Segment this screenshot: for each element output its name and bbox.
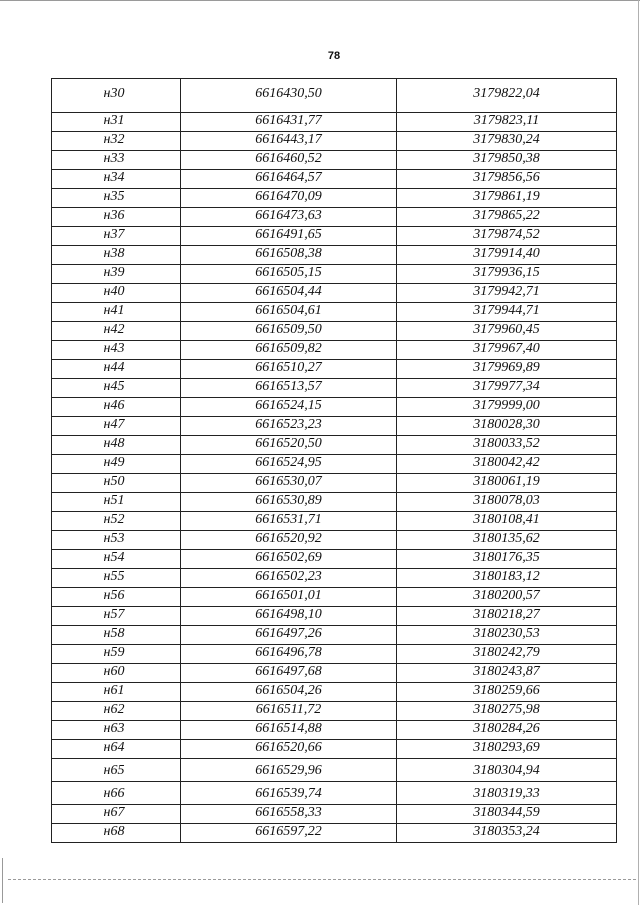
point-cell: н57 <box>52 607 181 626</box>
x-coordinate-cell: 6616508,38 <box>181 246 397 265</box>
table-row <box>52 360 617 379</box>
point-cell: н62 <box>52 702 181 721</box>
table-row <box>52 189 617 208</box>
point-cell: н59 <box>52 645 181 664</box>
x-coordinate-cell: 6616505,15 <box>181 265 397 284</box>
table-row <box>52 417 617 436</box>
y-coordinate-cell: 3180200,57 <box>397 588 617 607</box>
point-cell: н36 <box>52 208 181 227</box>
table-row <box>52 805 617 824</box>
y-coordinate-cell: 3180275,98 <box>397 702 617 721</box>
y-coordinate-cell: 3180183,12 <box>397 569 617 588</box>
y-coordinate-cell: 3180028,30 <box>397 417 617 436</box>
point-cell: н47 <box>52 417 181 436</box>
table-row <box>52 531 617 550</box>
x-coordinate-cell: 6616430,50 <box>181 79 397 113</box>
point-cell: н54 <box>52 550 181 569</box>
x-coordinate-cell: 6616511,72 <box>181 702 397 721</box>
x-coordinate-cell: 6616597,22 <box>181 824 397 843</box>
table-row <box>52 379 617 398</box>
point-cell: н42 <box>52 322 181 341</box>
x-coordinate-cell: 6616504,61 <box>181 303 397 322</box>
y-coordinate-cell: 3180319,33 <box>397 782 617 805</box>
table-row <box>52 740 617 759</box>
point-cell: н39 <box>52 265 181 284</box>
y-coordinate-cell: 3180135,62 <box>397 531 617 550</box>
y-coordinate-cell: 3179914,40 <box>397 246 617 265</box>
x-coordinate-cell: 6616443,17 <box>181 132 397 151</box>
table-row <box>52 664 617 683</box>
table-row <box>52 824 617 843</box>
x-coordinate-cell: 6616497,68 <box>181 664 397 683</box>
x-coordinate-cell: 6616431,77 <box>181 113 397 132</box>
x-coordinate-cell: 6616520,50 <box>181 436 397 455</box>
y-coordinate-cell: 3180042,42 <box>397 455 617 474</box>
point-cell: н50 <box>52 474 181 493</box>
y-coordinate-cell: 3180243,87 <box>397 664 617 683</box>
point-cell: н55 <box>52 569 181 588</box>
bottom-scan-line <box>8 879 636 880</box>
x-coordinate-cell: 6616520,66 <box>181 740 397 759</box>
x-coordinate-cell: 6616510,27 <box>181 360 397 379</box>
y-coordinate-cell: 3180218,27 <box>397 607 617 626</box>
y-coordinate-cell: 3179977,34 <box>397 379 617 398</box>
point-cell: н43 <box>52 341 181 360</box>
y-coordinate-cell: 3180293,69 <box>397 740 617 759</box>
coordinates-table-body <box>52 79 617 843</box>
y-coordinate-cell: 3179999,00 <box>397 398 617 417</box>
x-coordinate-cell: 6616504,44 <box>181 284 397 303</box>
table-row <box>52 170 617 189</box>
x-coordinate-cell: 6616497,26 <box>181 626 397 645</box>
table-row <box>52 493 617 512</box>
y-coordinate-cell: 3179856,56 <box>397 170 617 189</box>
point-cell: н30 <box>52 79 181 113</box>
x-coordinate-cell: 6616530,89 <box>181 493 397 512</box>
x-coordinate-cell: 6616496,78 <box>181 645 397 664</box>
table-row <box>52 645 617 664</box>
table-row <box>52 132 617 151</box>
table-row <box>52 455 617 474</box>
y-coordinate-cell: 3180259,66 <box>397 683 617 702</box>
point-cell: н37 <box>52 227 181 246</box>
y-coordinate-cell: 3179865,22 <box>397 208 617 227</box>
y-coordinate-cell: 3180344,59 <box>397 805 617 824</box>
y-coordinate-cell: 3179944,71 <box>397 303 617 322</box>
table-row <box>52 759 617 782</box>
point-cell: н65 <box>52 759 181 782</box>
table-row <box>52 341 617 360</box>
x-coordinate-cell: 6616529,96 <box>181 759 397 782</box>
side-scan-mark <box>2 858 3 903</box>
x-coordinate-cell: 6616523,23 <box>181 417 397 436</box>
table-row <box>52 322 617 341</box>
point-cell: н63 <box>52 721 181 740</box>
x-coordinate-cell: 6616502,23 <box>181 569 397 588</box>
point-cell: н44 <box>52 360 181 379</box>
table-row <box>52 303 617 322</box>
point-cell: н35 <box>52 189 181 208</box>
point-cell: н61 <box>52 683 181 702</box>
point-cell: н46 <box>52 398 181 417</box>
page-right-edge <box>638 0 639 905</box>
y-coordinate-cell: 3180061,19 <box>397 474 617 493</box>
y-coordinate-cell: 3180242,79 <box>397 645 617 664</box>
point-cell: н60 <box>52 664 181 683</box>
point-cell: н66 <box>52 782 181 805</box>
x-coordinate-cell: 6616558,33 <box>181 805 397 824</box>
x-coordinate-cell: 6616531,71 <box>181 512 397 531</box>
x-coordinate-cell: 6616524,95 <box>181 455 397 474</box>
point-cell: н67 <box>52 805 181 824</box>
table-row <box>52 550 617 569</box>
table-row <box>52 436 617 455</box>
x-coordinate-cell: 6616473,63 <box>181 208 397 227</box>
y-coordinate-cell: 3179830,24 <box>397 132 617 151</box>
point-cell: н49 <box>52 455 181 474</box>
table-row <box>52 246 617 265</box>
table-row <box>52 398 617 417</box>
x-coordinate-cell: 6616501,01 <box>181 588 397 607</box>
y-coordinate-cell: 3179822,04 <box>397 79 617 113</box>
y-coordinate-cell: 3179936,15 <box>397 265 617 284</box>
y-coordinate-cell: 3180033,52 <box>397 436 617 455</box>
point-cell: н34 <box>52 170 181 189</box>
table-row <box>52 588 617 607</box>
point-cell: н38 <box>52 246 181 265</box>
x-coordinate-cell: 6616470,09 <box>181 189 397 208</box>
y-coordinate-cell: 3180108,41 <box>397 512 617 531</box>
table-row <box>52 702 617 721</box>
table-row <box>52 512 617 531</box>
table-row <box>52 79 617 113</box>
page-number: 78 <box>327 50 341 62</box>
x-coordinate-cell: 6616502,69 <box>181 550 397 569</box>
table-row <box>52 151 617 170</box>
table-row <box>52 227 617 246</box>
table-row <box>52 208 617 227</box>
y-coordinate-cell: 3179969,89 <box>397 360 617 379</box>
x-coordinate-cell: 6616491,65 <box>181 227 397 246</box>
table-row <box>52 474 617 493</box>
table-row <box>52 569 617 588</box>
y-coordinate-cell: 3179861,19 <box>397 189 617 208</box>
x-coordinate-cell: 6616460,52 <box>181 151 397 170</box>
page-top-edge <box>0 0 640 1</box>
y-coordinate-cell: 3180304,94 <box>397 759 617 782</box>
point-cell: н58 <box>52 626 181 645</box>
x-coordinate-cell: 6616509,82 <box>181 341 397 360</box>
x-coordinate-cell: 6616530,07 <box>181 474 397 493</box>
table-row <box>52 626 617 645</box>
table-row <box>52 113 617 132</box>
y-coordinate-cell: 3179967,40 <box>397 341 617 360</box>
y-coordinate-cell: 3180284,26 <box>397 721 617 740</box>
x-coordinate-cell: 6616498,10 <box>181 607 397 626</box>
point-cell: н53 <box>52 531 181 550</box>
point-cell: н68 <box>52 824 181 843</box>
y-coordinate-cell: 3179874,52 <box>397 227 617 246</box>
x-coordinate-cell: 6616524,15 <box>181 398 397 417</box>
point-cell: н31 <box>52 113 181 132</box>
point-cell: н51 <box>52 493 181 512</box>
y-coordinate-cell: 3179823,11 <box>397 113 617 132</box>
y-coordinate-cell: 3180353,24 <box>397 824 617 843</box>
table-row <box>52 721 617 740</box>
x-coordinate-cell: 6616513,57 <box>181 379 397 398</box>
table-row <box>52 683 617 702</box>
y-coordinate-cell: 3180230,53 <box>397 626 617 645</box>
x-coordinate-cell: 6616539,74 <box>181 782 397 805</box>
x-coordinate-cell: 6616509,50 <box>181 322 397 341</box>
point-cell: н64 <box>52 740 181 759</box>
table-row <box>52 284 617 303</box>
point-cell: н32 <box>52 132 181 151</box>
y-coordinate-cell: 3180176,35 <box>397 550 617 569</box>
point-cell: н40 <box>52 284 181 303</box>
point-cell: н41 <box>52 303 181 322</box>
coordinates-table <box>51 78 617 843</box>
y-coordinate-cell: 3180078,03 <box>397 493 617 512</box>
x-coordinate-cell: 6616514,88 <box>181 721 397 740</box>
point-cell: н48 <box>52 436 181 455</box>
table-row <box>52 782 617 805</box>
point-cell: н56 <box>52 588 181 607</box>
point-cell: н33 <box>52 151 181 170</box>
y-coordinate-cell: 3179942,71 <box>397 284 617 303</box>
point-cell: н52 <box>52 512 181 531</box>
y-coordinate-cell: 3179960,45 <box>397 322 617 341</box>
y-coordinate-cell: 3179850,38 <box>397 151 617 170</box>
point-cell: н45 <box>52 379 181 398</box>
table-row <box>52 607 617 626</box>
x-coordinate-cell: 6616504,26 <box>181 683 397 702</box>
x-coordinate-cell: 6616464,57 <box>181 170 397 189</box>
x-coordinate-cell: 6616520,92 <box>181 531 397 550</box>
table-row <box>52 265 617 284</box>
